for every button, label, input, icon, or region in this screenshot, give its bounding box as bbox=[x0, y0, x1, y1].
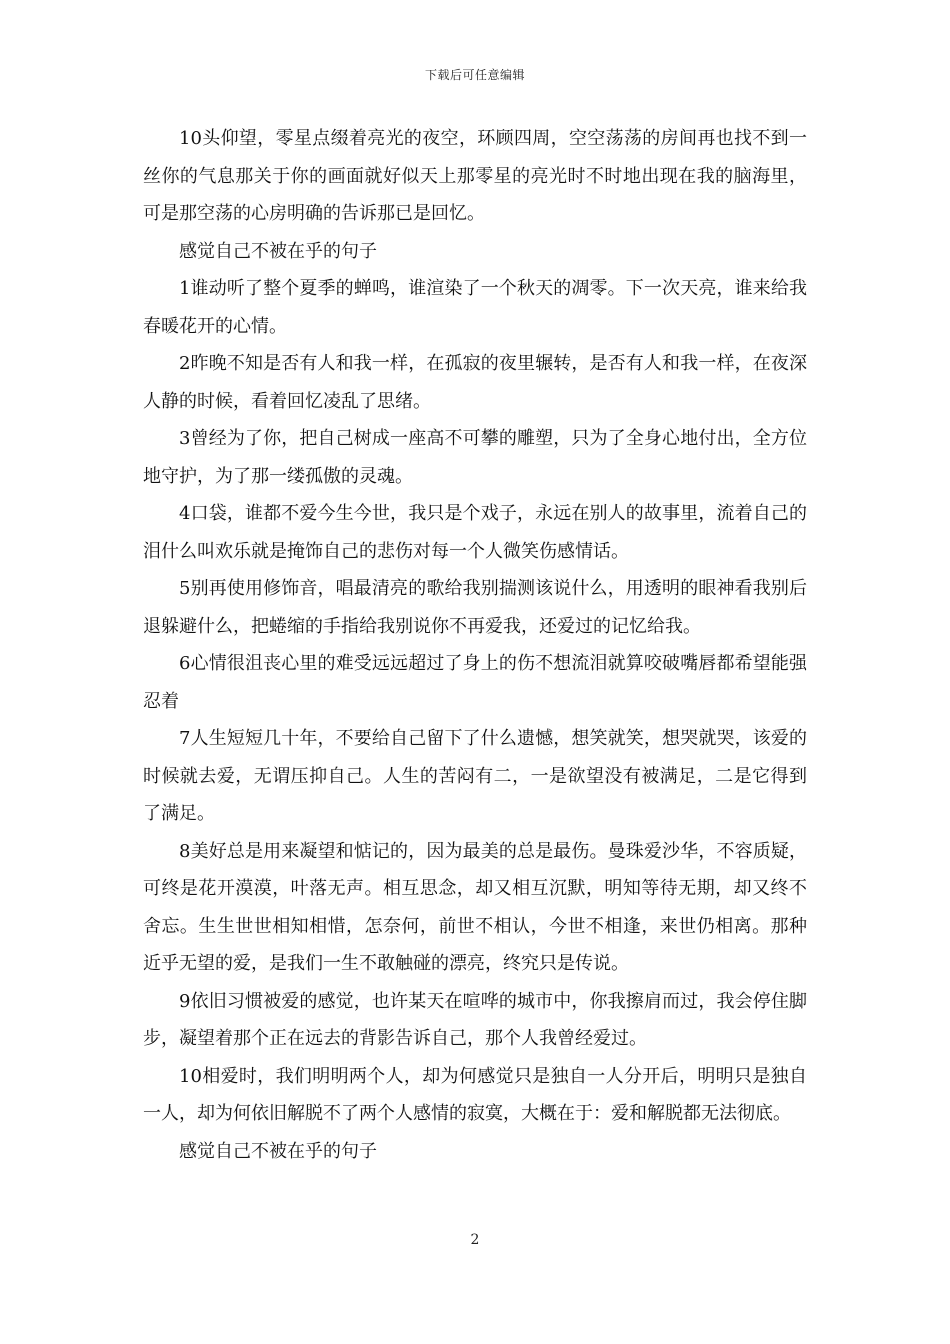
paragraph: 6心情很沮丧心里的难受远远超过了身上的伤不想流泪就算咬破嘴唇都希望能强忍着 bbox=[143, 653, 807, 712]
paragraph: 4口袋，谁都不爱今生今世，我只是个戏子，永远在别人的故事里，流着自己的泪什么叫欢乐就是掩饰自己的悲伤对每一个人微笑伤感情话。 bbox=[143, 503, 807, 562]
page-header: 下载后可任意编辑 bbox=[424, 68, 525, 82]
paragraph: 9依旧习惯被爱的感觉，也许某天在喧哗的城市中，你我擦肩而过，我会停住脚步，凝望着那个正在远去的背影告诉自己，那个人我曾经爱过。 bbox=[143, 990, 807, 1049]
paragraph: 1谁动听了整个夏季的蝉鸣，谁渲染了一个秋天的凋零。下一次天亮，谁来给我春暖花开的心情。 bbox=[143, 278, 807, 337]
section-heading: 感觉自己不被在乎的句子 bbox=[179, 240, 377, 262]
paragraph: 10相爱时，我们明明两个人，却为何感觉只是独自一人分开后，明明只是独自一人，却为何依旧解脱不了两个人感情的寂寞，大概在于：爱和解脱都无法彻底。 bbox=[143, 1065, 807, 1124]
document-body bbox=[143, 120, 807, 1170]
page-number: 2 bbox=[470, 1232, 480, 1248]
paragraph: 7人生短短几十年，不要给自己留下了什么遗憾，想笑就笑，想哭就哭，该爱的时候就去爱，无谓压抑自己。人生的苦闷有二，一是欲望没有被满足，二是它得到了满足。 bbox=[143, 728, 807, 824]
paragraph: 2昨晚不知是否有人和我一样，在孤寂的夜里辗转，是否有人和我一样，在夜深人静的时候，看着回忆凌乱了思绪。 bbox=[143, 353, 807, 412]
paragraph: 8美好总是用来凝望和惦记的，因为最美的总是最伤。曼珠爱沙华，不容质疑，可终是花开漠漠，叶落无声。相互思念，却又相互沉默，明知等待无期，却又终不舍忘。生生世世相知相惜，怎奈何，前世不相认，今世不相逢，来世仍相离。那种近乎无望的爱，是我们一生不敢触碰的漂亮，终究只是传说。 bbox=[143, 840, 807, 974]
paragraph: 3曾经为了你，把自己树成一座高不可攀的雕塑，只为了全身心地付出，全方位地守护，为了那一缕孤傲的灵魂。 bbox=[143, 428, 807, 487]
section-heading: 感觉自己不被在乎的句子 bbox=[179, 1140, 377, 1162]
paragraph: 10头仰望，零星点缀着亮光的夜空，环顾四周，空空荡荡的房间再也找不到一丝你的气息那关于你的画面就好似天上那零星的亮光时不时地出现在我的脑海里，可是那空荡的心房明确的告诉那已是回忆。 bbox=[143, 128, 807, 224]
paragraph: 5别再使用修饰音，唱最清亮的歌给我别揣测该说什么，用透明的眼神看我别后退躲避什么，把蜷缩的手指给我别说你不再爱我，还爱过的记忆给我。 bbox=[143, 578, 807, 637]
